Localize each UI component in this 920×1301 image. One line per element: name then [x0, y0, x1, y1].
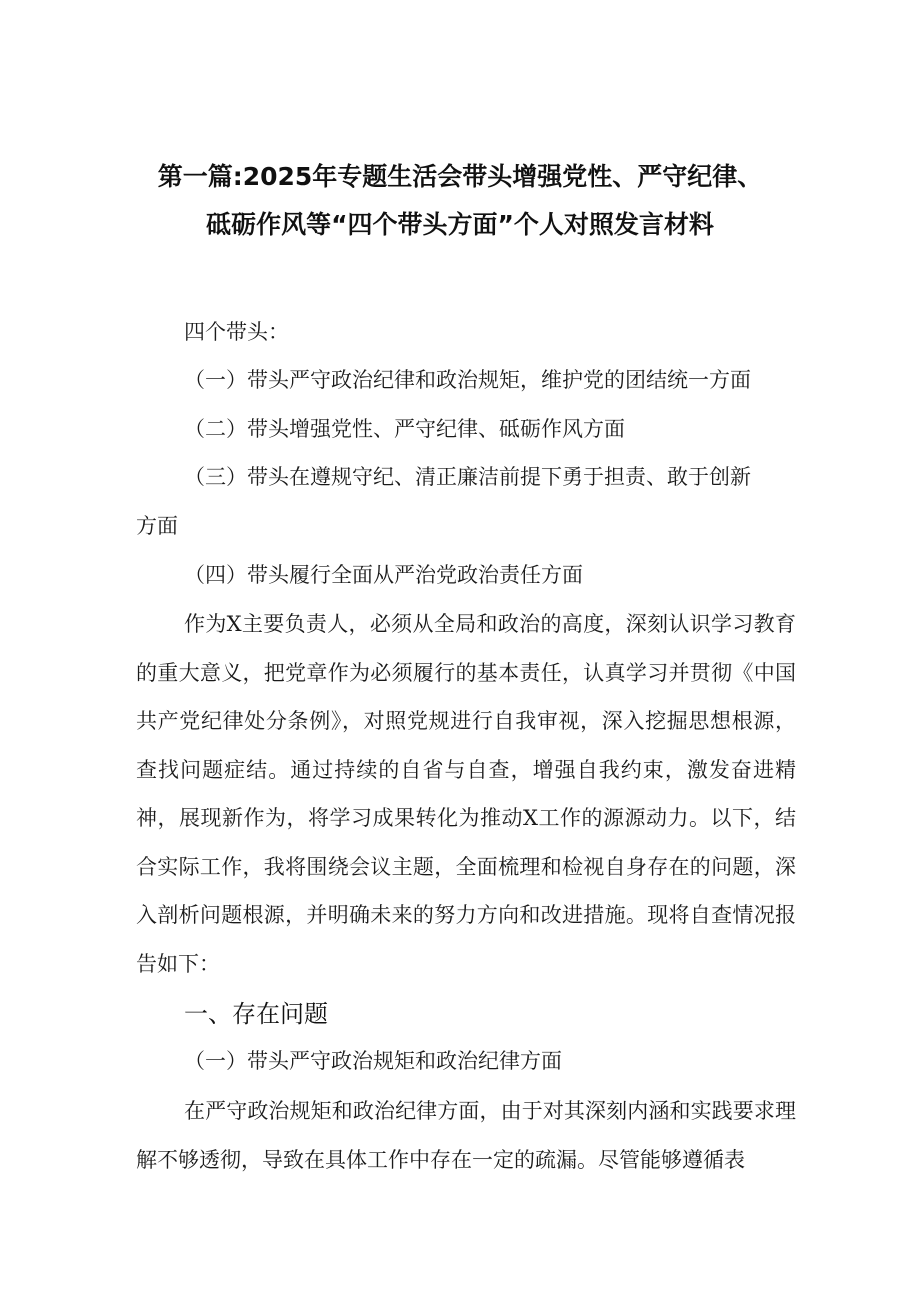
subsection-heading: （一）带头严守政治规矩和政治纪律方面	[184, 1049, 562, 1073]
section-heading: 一、存在问题	[184, 1000, 328, 1028]
list-item-continuation: 方面	[136, 514, 178, 538]
body-paragraph: 作为X主要负责人，必须从全局和政治的高度，深刻认识学习教育的重大意义，把党章作为必须履行的基本责任，认真学习并贯彻《中国共产党纪律处分条例》，对照党规进行自我审视，深入挖掘思想根源，查找问题症结。通过持续的自省与自查，增强自我约束，激发奋进精神，展现新作为，将学习成果转化为推动X工作的源源动力。以下，结合实际工作，我将围绕会议主题，全面梳理和检视自身存在的问题，深入剖析问题根源，并明确未来的努力方向和改进措施。现将自查情况报告如下：	[136, 612, 796, 976]
list-item: （三）带头在遵规守纪、清正廉洁前提下勇于担责、敢于创新	[184, 465, 751, 489]
list-item: （四）带头履行全面从严治党政治责任方面	[184, 563, 583, 587]
document-title-line-1: 第一篇:2025年专题生活会带头增强党性、严守纪律、	[157, 162, 763, 191]
document-title-line-2: 砥砺作风等“四个带头方面”个人对照发言材料	[206, 210, 714, 239]
intro-label: 四个带头：	[184, 320, 289, 344]
list-item: （一）带头严守政治纪律和政治规矩，维护党的团结统一方面	[184, 368, 751, 392]
list-item: （二）带头增强党性、严守纪律、砥砺作风方面	[184, 417, 625, 441]
body-paragraph: 在严守政治规矩和政治纪律方面，由于对其深刻内涵和实践要求理解不够透彻，导致在具体工作中存在一定的疏漏。尽管能够遵循表	[136, 1099, 796, 1172]
